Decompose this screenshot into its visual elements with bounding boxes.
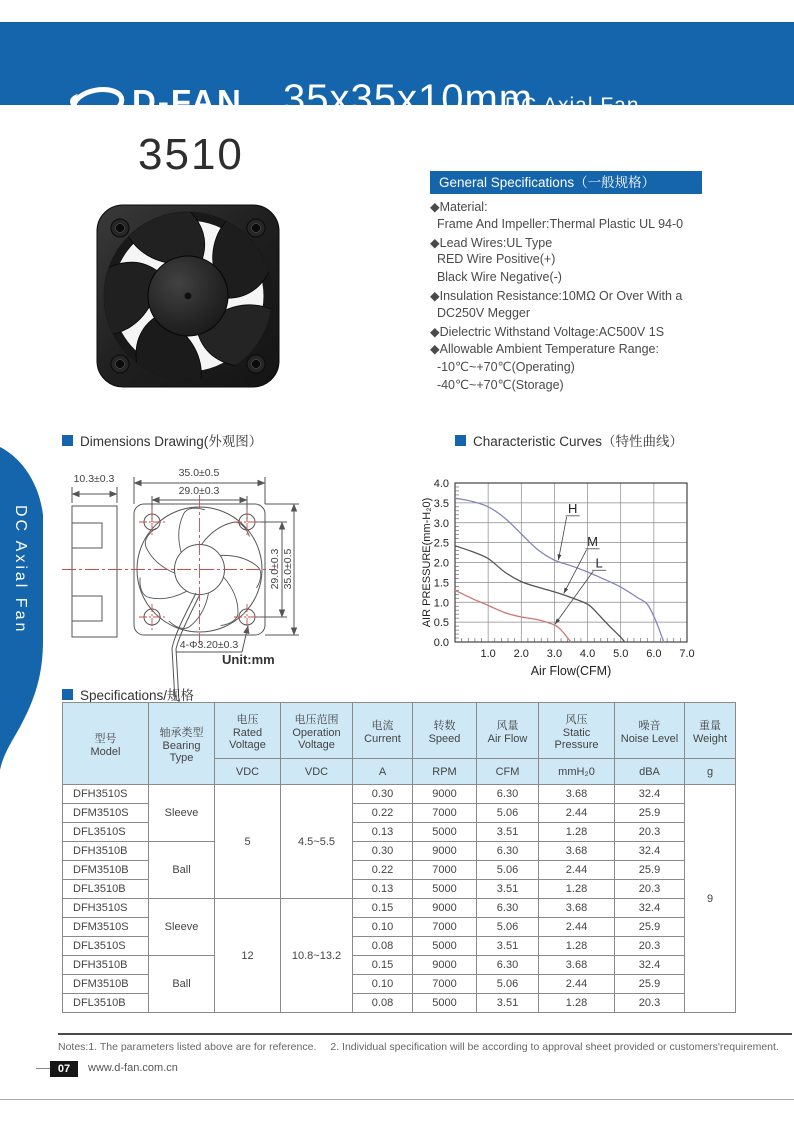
svg-text:2.5: 2.5: [433, 537, 449, 550]
characteristic-curves-chart: [420, 462, 780, 697]
cell-current: 0.13: [353, 880, 413, 899]
cell-speed: 7000: [413, 918, 477, 937]
cell-current: 0.15: [353, 899, 413, 918]
cell-bearing: Ball: [149, 842, 215, 899]
dim-height-inner: 29.0±0.3: [269, 548, 281, 590]
svg-text:3.0: 3.0: [433, 517, 449, 530]
svg-text:0.5: 0.5: [433, 617, 449, 630]
fan-logo-icon: [68, 82, 126, 122]
page-title-product: DC Axial Fan: [505, 94, 640, 117]
cell-airflow: 6.30: [477, 899, 539, 918]
page-badge-line: [36, 1068, 50, 1069]
cell-current: 0.08: [353, 994, 413, 1013]
cell-pressure: 1.28: [539, 937, 615, 956]
bottom-rule: [0, 1099, 794, 1100]
svg-text:0.0: 0.0: [433, 637, 449, 649]
svg-text:3.0: 3.0: [546, 648, 563, 660]
cell-model: DFH3510B: [63, 842, 149, 861]
spec-line: ◆Dielectric Withstand Voltage:AC500V 1S: [430, 324, 665, 339]
svg-text:1.0: 1.0: [480, 648, 496, 660]
spec-line: ◆Material:: [430, 200, 488, 214]
header-band: [0, 22, 794, 121]
general-specs-list: [430, 199, 770, 395]
spec-line: Black Wire Negative(-): [430, 270, 562, 285]
cell-model: DFL3510S: [63, 823, 149, 842]
cell-model: DFH3510S: [63, 785, 149, 804]
table-row: [63, 899, 736, 918]
svg-text:L: L: [595, 555, 603, 571]
cell-noise: 25.9: [615, 804, 685, 823]
svg-text:2.0: 2.0: [433, 557, 449, 570]
cell-current: 0.15: [353, 956, 413, 975]
cell-current: 0.13: [353, 823, 413, 842]
general-specs-header: General Specifications（一般规格）: [430, 171, 702, 194]
col-rated-voltage: 电压 Rated Voltage: [215, 703, 281, 759]
cell-current: 0.10: [353, 975, 413, 994]
dimensions-drawing-svg: [58, 463, 408, 713]
svg-text:4.0: 4.0: [579, 648, 596, 660]
cell-rated-voltage: 12: [215, 899, 281, 1013]
dim-width-outer: 35.0±0.5: [178, 467, 220, 479]
cell-model: DFL3510B: [63, 880, 149, 899]
svg-text:7.0: 7.0: [679, 648, 695, 660]
col-speed: 转数 Speed: [413, 703, 477, 759]
col-bearing: 轴承类型 Bearing Type: [149, 703, 215, 785]
cell-model: DFM3510S: [63, 918, 149, 937]
cell-airflow: 3.51: [477, 880, 539, 899]
cell-noise: 25.9: [615, 975, 685, 994]
dimensions-drawing: [58, 463, 408, 713]
cell-airflow: 6.30: [477, 956, 539, 975]
section-curves-title: Characteristic Curves（特性曲线）: [455, 430, 683, 450]
unit-cfm: CFM: [477, 759, 539, 785]
cell-current: 0.22: [353, 804, 413, 823]
cell-airflow: 6.30: [477, 842, 539, 861]
table-header-row: [63, 703, 736, 759]
dim-holes: 4-Φ3.20±0.3: [179, 639, 239, 651]
unit-g: g: [685, 759, 736, 785]
cell-airflow: 3.51: [477, 823, 539, 842]
cell-model: DFL3510B: [63, 994, 149, 1013]
cell-airflow: 5.06: [477, 804, 539, 823]
cell-noise: 20.3: [615, 823, 685, 842]
footer-rule: [58, 1033, 792, 1035]
cell-speed: 5000: [413, 880, 477, 899]
cell-voltage-range: 10.8~13.2: [281, 899, 353, 1013]
cell-speed: 5000: [413, 994, 477, 1013]
cell-pressure: 3.68: [539, 842, 615, 861]
col-pressure: 风压 Static Pressure: [539, 703, 615, 759]
drawing-unit-label: Unit:mm: [222, 652, 275, 667]
cell-pressure: 1.28: [539, 994, 615, 1013]
spec-line: ◆Lead Wires:UL Type: [430, 235, 553, 250]
cell-model: DFM3510B: [63, 861, 149, 880]
notes-text: Notes:1. The parameters listed above are for reference. 2. Individual specification will be according to approval sheet provided or customers'requirement.: [58, 1041, 779, 1053]
cell-current: 0.30: [353, 842, 413, 861]
cell-speed: 7000: [413, 861, 477, 880]
cell-pressure: 1.28: [539, 880, 615, 899]
cell-current: 0.08: [353, 937, 413, 956]
cell-rated-voltage: 5: [215, 785, 281, 899]
svg-text:4.0: 4.0: [433, 478, 449, 490]
cell-speed: 9000: [413, 785, 477, 804]
svg-text:2.0: 2.0: [513, 648, 529, 660]
cell-model: DFM3510S: [63, 804, 149, 823]
cell-noise: 25.9: [615, 861, 685, 880]
unit-a: A: [353, 759, 413, 785]
unit-vdc: VDC: [215, 759, 281, 785]
website-url: www.d-fan.com.cn: [88, 1062, 178, 1074]
col-model: 型号 Model: [63, 703, 149, 785]
cell-speed: 9000: [413, 899, 477, 918]
cell-speed: 9000: [413, 842, 477, 861]
cell-airflow: 3.51: [477, 994, 539, 1013]
table-row: [63, 842, 736, 861]
cell-noise: 32.4: [615, 899, 685, 918]
svg-text:1.5: 1.5: [433, 577, 449, 590]
cell-pressure: 2.44: [539, 918, 615, 937]
svg-text:3.5: 3.5: [433, 497, 449, 510]
cell-pressure: 2.44: [539, 861, 615, 880]
cell-airflow: 5.06: [477, 861, 539, 880]
svg-text:M: M: [587, 533, 598, 549]
page-number-badge: 07: [50, 1061, 78, 1077]
section-dimensions-title: Dimensions Drawing(外观图）: [62, 430, 262, 450]
dim-width-inner: 29.0±0.3: [178, 485, 220, 497]
blue-square-icon: [62, 435, 73, 446]
cell-airflow: 6.30: [477, 785, 539, 804]
cell-pressure: 3.68: [539, 956, 615, 975]
cell-airflow: 5.06: [477, 975, 539, 994]
cell-current: 0.22: [353, 861, 413, 880]
cell-current: 0.30: [353, 785, 413, 804]
col-weight: 重量 Weight: [685, 703, 736, 759]
cell-noise: 32.4: [615, 842, 685, 861]
dim-height-outer: 35.0±0.5: [282, 548, 294, 590]
spec-line: -40℃~+70℃(Storage): [430, 377, 564, 392]
cell-speed: 7000: [413, 975, 477, 994]
col-airflow: 风量 Air Flow: [477, 703, 539, 759]
cell-speed: 7000: [413, 804, 477, 823]
spec-line: -10℃~+70℃(Operating): [430, 360, 575, 375]
cell-pressure: 2.44: [539, 804, 615, 823]
table-row: [63, 785, 736, 804]
spec-line: DC250V Megger: [430, 305, 531, 320]
col-current: 电流 Current: [353, 703, 413, 759]
table-row: [63, 956, 736, 975]
cell-pressure: 2.44: [539, 975, 615, 994]
unit-mmh2o: mmH₂0: [539, 759, 615, 785]
model-number-title: 3510: [138, 130, 244, 179]
cell-pressure: 3.68: [539, 899, 615, 918]
blue-square-icon: [455, 435, 466, 446]
svg-text:AIR PRESSURE(mm-H₂0): AIR PRESSURE(mm-H₂0): [421, 497, 433, 628]
curve-chart-svg: [420, 462, 770, 697]
cell-current: 0.10: [353, 918, 413, 937]
section-specs-title: Specifications/规格: [62, 684, 194, 704]
cell-noise: 20.3: [615, 937, 685, 956]
brand-name: D-FAN: [132, 83, 243, 120]
svg-text:Air Flow(CFM): Air Flow(CFM): [530, 664, 612, 678]
page-title-size: 35x35x10mm: [283, 77, 534, 121]
spec-line: Frame And Impeller:Thermal Plastic UL 94-0: [430, 216, 684, 231]
col-operation-voltage: 电压范围 Operation Voltage: [281, 703, 353, 759]
brand-logo: [68, 82, 243, 122]
cell-speed: 5000: [413, 823, 477, 842]
cell-bearing: Sleeve: [149, 785, 215, 842]
cell-airflow: 5.06: [477, 918, 539, 937]
cell-pressure: 3.68: [539, 785, 615, 804]
svg-text:6.0: 6.0: [646, 648, 662, 660]
cell-noise: 32.4: [615, 956, 685, 975]
col-noise: 噪音 Noise Level: [615, 703, 685, 759]
cell-noise: 20.3: [615, 880, 685, 899]
cell-model: DFH3510S: [63, 899, 149, 918]
specifications-table: [62, 702, 736, 1013]
fan-product-image: [95, 202, 281, 390]
cell-bearing: Sleeve: [149, 899, 215, 956]
unit-rpm: RPM: [413, 759, 477, 785]
cell-weight: 9: [685, 785, 736, 1013]
side-tab-label: DC Axial Fan: [12, 505, 29, 635]
cell-noise: 25.9: [615, 918, 685, 937]
spec-line: RED Wire Positive(+): [430, 252, 556, 267]
spec-line: ◆Insulation Resistance:10MΩ Or Over With a: [430, 288, 683, 303]
svg-text:1.0: 1.0: [433, 597, 449, 610]
spec-line: ◆Allowable Ambient Temperature Range:: [430, 342, 659, 357]
cell-pressure: 1.28: [539, 823, 615, 842]
svg-text:H: H: [567, 500, 578, 516]
cell-speed: 9000: [413, 956, 477, 975]
cell-model: DFH3510B: [63, 956, 149, 975]
cell-bearing: Ball: [149, 956, 215, 1013]
cell-model: DFM3510B: [63, 975, 149, 994]
cell-model: DFL3510S: [63, 937, 149, 956]
svg-text:5.0: 5.0: [613, 648, 629, 660]
unit-vdc: VDC: [281, 759, 353, 785]
cell-noise: 32.4: [615, 785, 685, 804]
cell-airflow: 3.51: [477, 937, 539, 956]
blue-square-icon: [62, 689, 73, 700]
cell-noise: 20.3: [615, 994, 685, 1013]
cell-speed: 5000: [413, 937, 477, 956]
unit-dba: dBA: [615, 759, 685, 785]
dim-depth: 10.3±0.3: [73, 473, 115, 485]
cell-voltage-range: 4.5~5.5: [281, 785, 353, 899]
